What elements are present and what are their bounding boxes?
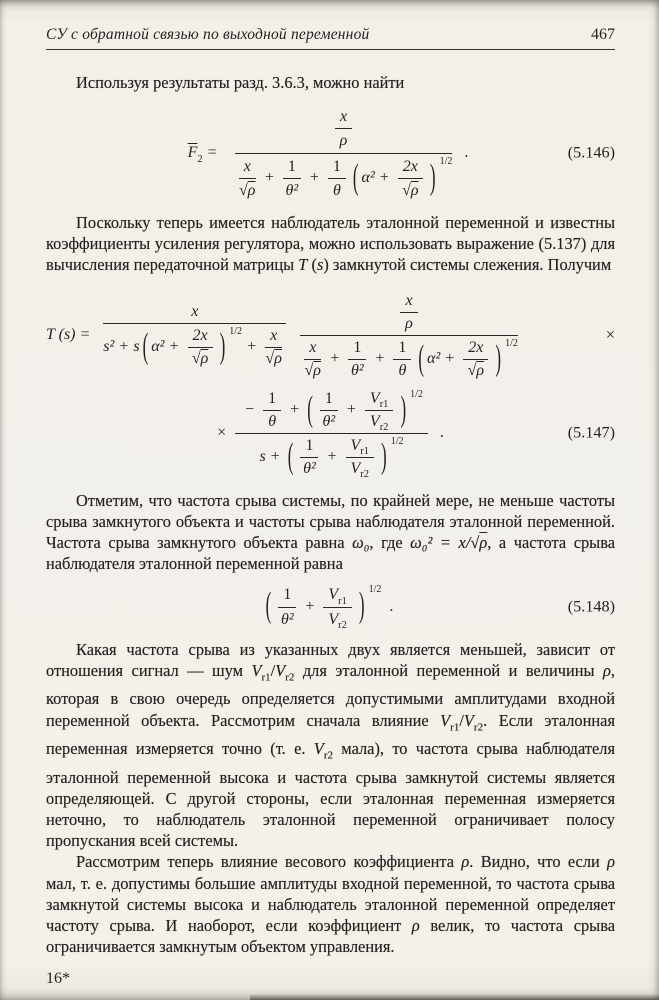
chapter-title: СУ с обратной связью по выходной переменной [46,26,370,43]
fraction: 2x √ ρ [463,338,488,380]
fraction: x √ ρ [304,338,321,379]
fraction: 2x √ ρ [398,156,423,200]
fraction: $\frac{1}{\text{θ²}}$ [348,338,366,380]
fraction: V $_{r1}$ V $_{r2}$ [323,584,352,628]
fraction: x s² + s ( α² + 2x √ ρ ) $^{1/2}$ + x √ ρ [103,302,286,368]
equation-line-1 [46,290,615,380]
footer-signature: 16* [46,970,70,987]
fraction: $\frac{1}{\theta}$ [328,156,346,200]
multiplication-sign: × [217,423,227,441]
fraction: 1 θ² [278,584,296,628]
page-number: 467 [591,26,615,43]
paragraph-signal-noise: Какая частота срыва из указанных двух является меньшей, зависит от отношения сигнал — шум $V_{r1}/V_{r2}$ для эталонной переменной и величины ρ, которая в свою очередь определяется допустимыми амплитудами входной переменной объекта. Рассмотрим сначала влияние $V_{r1}/V_{r2}$. Если эталонная переменная измеряется точно (т. е. $V_{r2}$ мала), то частота срыва наблюдателя эталонной переменной высока и частота срыва замкнутой системы является определяющей. С другой стороны, если эталонная переменная измеряется неточно, то наблюдатель эталонной переменной ограничивает полосу пропускания всей системы. [46,639,615,851]
fraction: x √ ρ [239,157,256,199]
fraction: x ρ x √ ρ + $\frac{1}{\text{θ²}}$ + $\frac{1}{\theta}$ ( α² + 2x √ ρ ) $^{1/2}$ [300,290,518,380]
fraction: x √ ρ [265,326,282,367]
fraction: − $\frac{1}{\theta}$ + ( 1 θ² + V $_{r1}$ V $_{r2}$ ) $^{1/2}$ s + ( 1 θ² + V $_{r1}$ V $_{r2}$ ) $^{1/2}$ [235,388,428,478]
equation-number: (5.148) [567,597,615,616]
paragraph-weight-coefficient: Рассмотрим теперь влияние весового коэффициента ρ. Видно, что если ρ мал, т. е. допустимы большие амплитуды входной переменной, то частота срыва замкнутой системы высока и наблюдатель эталонной переменной определяет частоту срыва. И наоборот, если коэффициент ρ велик, то частота срыва ограничивается замкнутым объектом управления. [46,852,615,957]
equation-5-147 [46,290,615,481]
equation-5-148 [46,584,615,632]
equation-number: (5.147) [567,423,615,442]
fraction: $\frac{1}{\theta}$ [263,389,281,431]
paragraph-break-frequency: Отметим, что частота срыва системы, по крайней мере, не меньше частоты срыва замкнутого объекта и частоты срыва наблюдателя эталонной переменной. Частота срыва замкнутого объекта равна ω₀, где ω₀² = x/√ρ, а частота срыва наблюдателя эталонной переменной равна [46,490,615,574]
equation-number: (5.146) [567,143,615,162]
fraction: 1 θ² [320,389,338,431]
fraction: $\frac{1}{\theta}$ [393,338,411,380]
equation-lhs: T (s) = [46,325,91,343]
equation-5-146 [46,105,615,200]
fraction: 2x √ ρ [188,326,213,368]
multiplication-sign: × [605,324,615,344]
equation-body: $\overline{F}$ $_2$ = x ρ x √ ρ + $\frac{1}{\text{θ²}}$ + $\frac{1}{\theta}$ ( α² + 2x √ ρ ) $^{1/2}$ . [188,105,474,200]
running-header [46,26,615,44]
fraction: x ρ [400,291,417,333]
fraction: $\frac{1}{\text{θ²}}$ [283,156,301,200]
header-rule [46,49,615,50]
fraction: x ρ x √ ρ + $\frac{1}{\text{θ²}}$ + $\frac{1}{\theta}$ ( α² + 2x √ ρ ) $^{1/2}$ [235,105,453,200]
paragraph-intro: Используя результаты разд. 3.6.3, можно найти [76,73,405,92]
equation-lhs: $\overline{F}$ $_2$ = [187,143,217,165]
fraction: x ρ [335,106,352,150]
fraction: V $_{r1}$ V $_{r2}$ [365,389,394,431]
equation-body: ( 1 θ² + V $_{r1}$ V $_{r2}$ ) $^{1/2}$ . [265,584,394,632]
paragraph-observer: Поскольку теперь имеется наблюдатель эталонной переменной и известны коэффициенты усиления регулятора, можно использовать выражение (5.137) для вычисления передаточной матрицы T (s) замкнутой системы слежения. Получим [46,212,615,275]
equation-line-2: × − $\frac{1}{\theta}$ + ( 1 θ² + V $_{r1}$ V $_{r2}$ ) $^{1/2}$ s + ( 1 θ² + V $_{r1}$ V $_{r2}$ ) $^{1/2}$ . (5.147) [217,388,615,481]
fraction: 1 θ² [300,436,318,478]
fraction: V $_{r1}$ V $_{r2}$ [346,436,375,478]
